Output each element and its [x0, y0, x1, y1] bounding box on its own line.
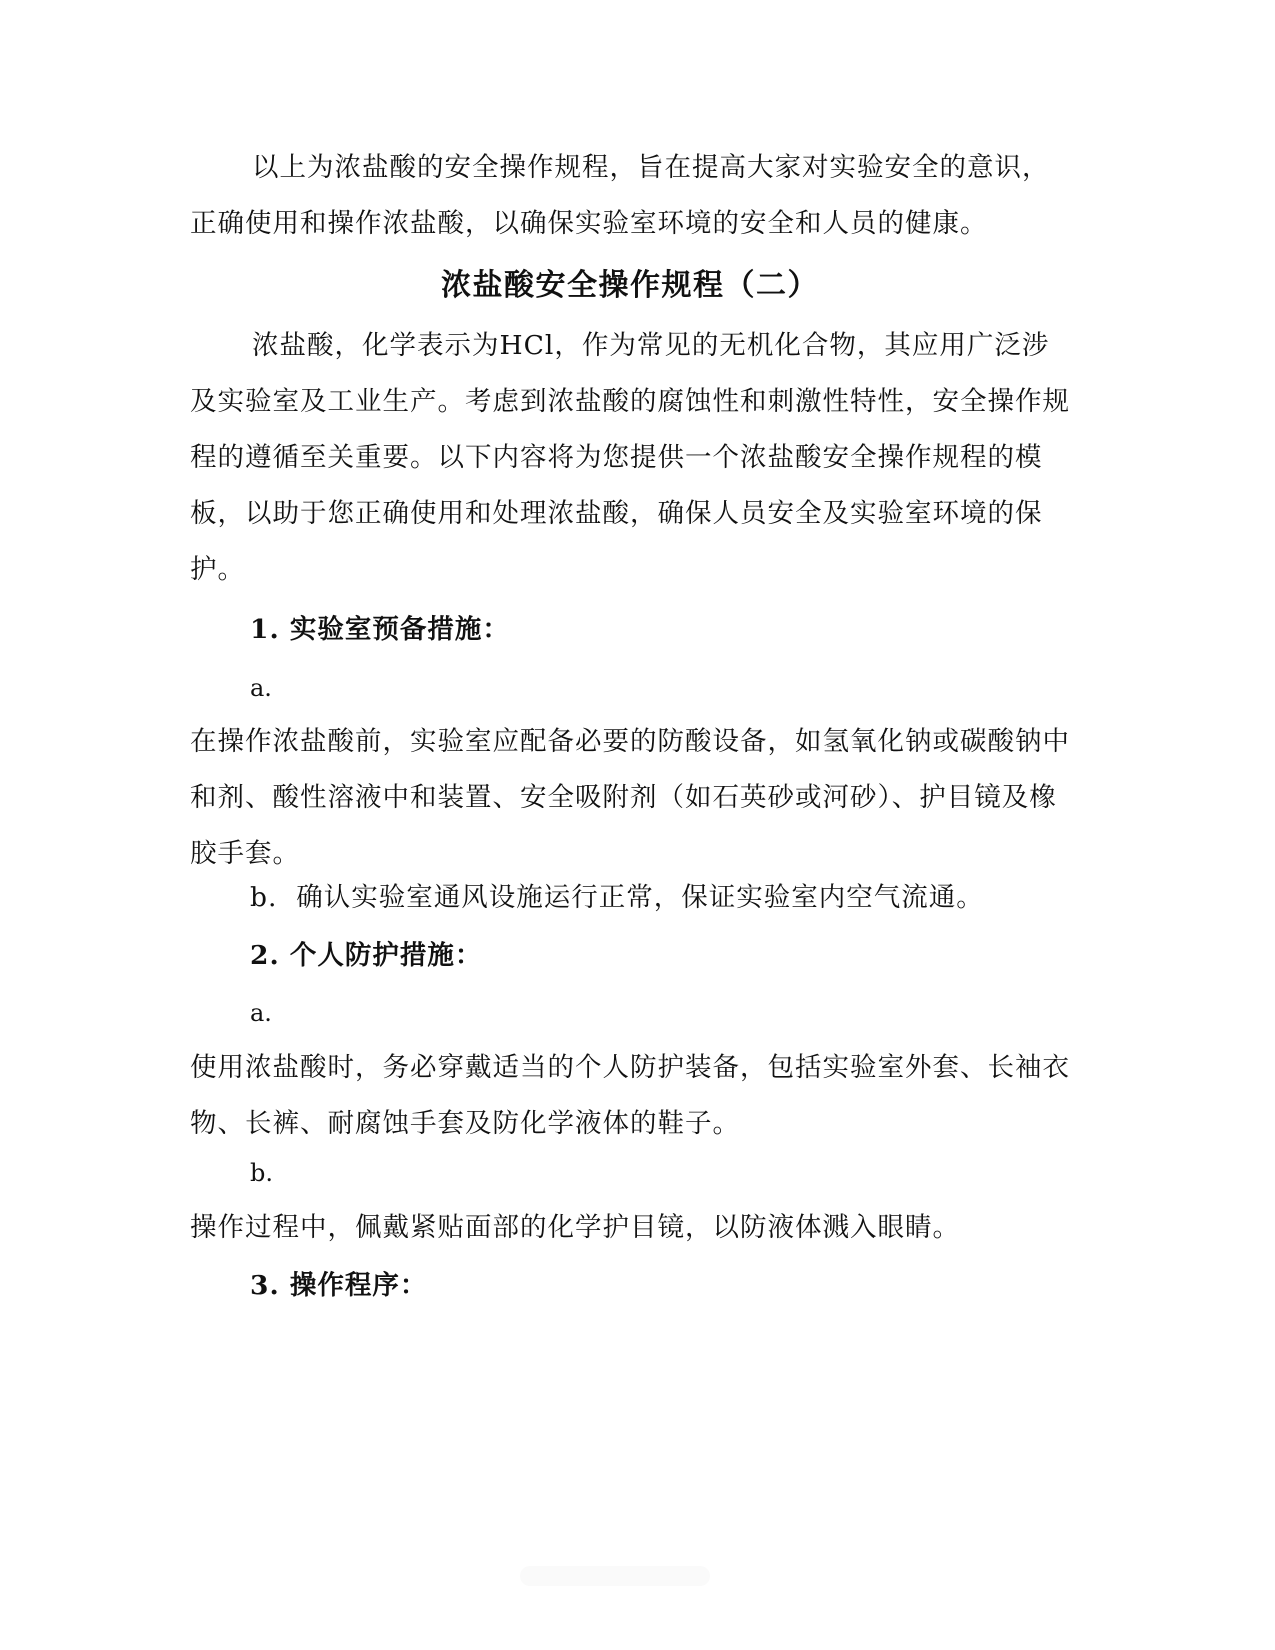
section-heading: 3. 操作程序： — [250, 1270, 428, 1301]
scan-smudge — [520, 1566, 710, 1586]
item-label: b. — [250, 1159, 273, 1187]
item-label: a. — [250, 674, 272, 702]
page-title: 浓盐酸安全操作规程（二） — [441, 268, 819, 303]
item-text: 使用浓盐酸时，务必穿戴适当的个人防护装备，包括实验室外套、长袖衣物、长裤、耐腐蚀手套及防化学液体的鞋子。 — [190, 1052, 1070, 1139]
item-label: b. — [250, 882, 278, 913]
intro-paragraph: 浓盐酸，化学表示为HCl，作为常见的无机化合物，其应用广泛涉及实验室及工业生产。考虑到浓盐酸的腐蚀性和刺激性特性，安全操作规程的遵循至关重要。以下内容将为您提供一个浓盐酸安全操作规程的模板，以助于您正确使用和处理浓盐酸，确保人员安全及实验室环境的保护。 — [190, 330, 1070, 585]
intro-closing-paragraph: 以上为浓盐酸的安全操作规程，旨在提高大家对实验安全的意识，正确使用和操作浓盐酸，以确保实验室环境的安全和人员的健康。 — [190, 152, 1050, 239]
item-label: a. — [250, 999, 272, 1027]
item-text: 在操作浓盐酸前，实验室应配备必要的防酸设备，如氢氧化钠或碳酸钠中和剂、酸性溶液中和装置、安全吸附剂（如石英砂或河砂）、护目镜及橡胶手套。 — [190, 726, 1070, 869]
section-heading: 2. 个人防护措施： — [250, 940, 483, 971]
item-text: 确认实验室通风设施运行正常，保证实验室内空气流通。 — [296, 882, 984, 913]
item-text: 操作过程中，佩戴紧贴面部的化学护目镜，以防液体溅入眼睛。 — [190, 1212, 960, 1243]
item-text-with-label — [190, 870, 1070, 926]
section-heading: 1. 实验室预备措施： — [250, 614, 510, 645]
